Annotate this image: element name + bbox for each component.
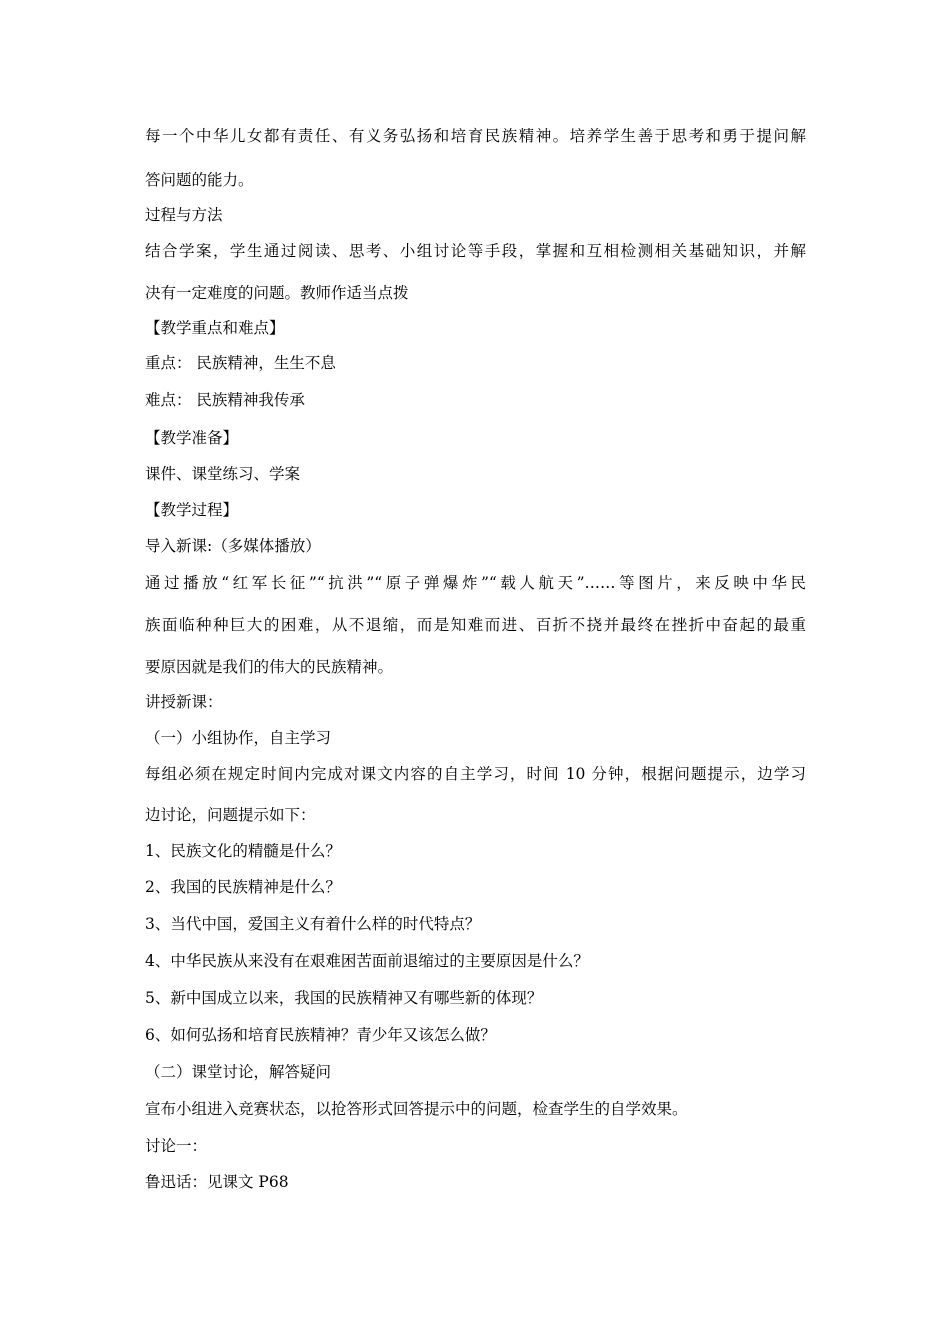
section-heading: 【教学准备】 (145, 429, 239, 447)
paragraph-line: 族面临种种巨大的困难，从不退缩，而是知难而进、百折不挠并最终在挫折中奋起的最重 (145, 616, 806, 634)
list-item: 1、民族文化的精髓是什么？ (145, 842, 341, 860)
paragraph-line: 鲁迅话：见课文 P68 (145, 1173, 289, 1191)
key-point-line: 重点： 民族精神，生生不息 (145, 354, 336, 372)
paragraph-line: 讨论一： (145, 1137, 208, 1155)
list-item: 2、我国的民族精神是什么？ (145, 878, 341, 896)
section-heading: 【教学过程】 (145, 501, 239, 519)
paragraph-line: 决有一定难度的问题。教师作适当点拨 (145, 284, 409, 302)
paragraph-line: 讲授新课： (145, 693, 223, 711)
list-item: 6、如何弘扬和培育民族精神？青少年又该怎么做？ (145, 1026, 496, 1044)
list-item: 5、新中国成立以来，我国的民族精神又有哪些新的体现？ (145, 989, 543, 1007)
difficulty-line: 难点： 民族精神我传承 (145, 391, 305, 409)
paragraph-line: 答问题的能力。 (145, 171, 254, 189)
section-heading: 过程与方法 (145, 206, 223, 224)
paragraph-line: 每一个中华儿女都有责任、有义务弘扬和培育民族精神。培养学生善于思考和勇于提问解 (145, 127, 806, 145)
paragraph-line: 边讨论，问题提示如下： (145, 806, 316, 824)
list-item: 4、中华民族从来没有在艰难困苦面前退缩过的主要原因是什么？ (145, 952, 589, 970)
paragraph-line: 结合学案，学生通过阅读、思考、小组讨论等手段，掌握和互相检测相关基础知识，并解 (145, 242, 806, 260)
paragraph-line: 宣布小组进入竞赛状态，以抢答形式回答提示中的问题，检查学生的自学效果。 (145, 1100, 688, 1118)
paragraph-line: 要原因就是我们的伟大的民族精神。 (145, 658, 394, 676)
section-heading: 【教学重点和难点】 (145, 319, 285, 337)
paragraph-line: 导入新课:（多媒体播放） (145, 537, 321, 555)
subsection-heading: （二）课堂讨论，解答疑问 (145, 1063, 332, 1081)
paragraph-line: 课件、课堂练习、学案 (145, 465, 301, 483)
list-item: 3、当代中国，爱国主义有着什么样的时代特点？ (145, 915, 481, 933)
paragraph-line: 通过播放“红军长征”“抗洪”“原子弹爆炸”“载人航天”……等图片，来反映中华民 (145, 574, 806, 592)
paragraph-line: 每组必须在规定时间内完成对课文内容的自主学习，时间 10 分钟，根据问题提示，边学习 (145, 765, 806, 783)
subsection-heading: （一）小组协作，自主学习 (145, 729, 332, 747)
